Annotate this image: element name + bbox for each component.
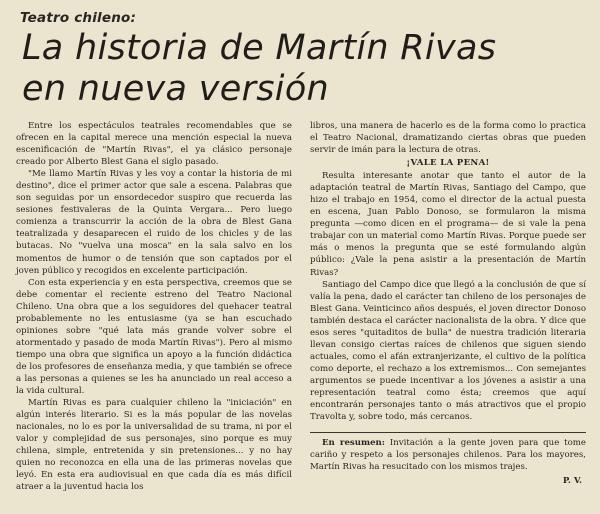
paragraph: Martín Rivas es para cualquier chileno la "iniciación" en algún interés literario. Si es la más popular de las novelas nacionales, no lo es por la universalidad de su trama, ni por el valor y complejidad de sus personajes, sino porque es muy chilena, simple, entretenida y sin pretensiones... y no hay quien no reconozca en ella una de las primeras novelas que leyó. En esta era audiovisual en que cada día es más difícil atraer a la juventud hacia los xyxy=(16,398,292,493)
headline-line-1: La historia de Martín Rivas xyxy=(22,28,497,68)
headline xyxy=(22,28,586,110)
headline-line-2: en nueva versión xyxy=(22,69,330,109)
summary-paragraph xyxy=(310,437,586,473)
article-columns xyxy=(16,120,586,493)
summary-box xyxy=(310,437,586,473)
summary-label: En resumen: xyxy=(322,438,385,449)
paragraph-continued: libros, una manera de hacerlo es de la forma como lo practica el Teatro Nacional, dramatizando ciertas obras que pueden servir de imán para la lectura de otras. xyxy=(310,121,586,156)
section-subhead: ¡VALE LA PENA! xyxy=(406,158,490,169)
paragraph: Entre los espectáculos teatrales recomendables que se ofrecen en la capital merece una mención especial la nueva escenificación de "Martín Rivas", el ya clásico personaje creado por Alberto Blest Gana el siglo pasado. xyxy=(16,121,292,168)
paragraph: Con esta experiencia y en esta perspectiva, creemos que se debe comentar el reciente estreno del Teatro Nacional Chileno. Una obra que a los seguidores del quehacer teatral probablemente no les entusiasme (ya se han escuchado opiniones sobre "qué lata más grande volver sobre el atormentado y pasado de moda Martín Rivas"). Pero al mismo tiempo una obra que significa un apoyo a la función didáctica de los profesores de enseñanza media, y que también se ofrece a las personas a quienes se les ha anunciado un real acceso a la vida cultural. xyxy=(16,277,292,397)
right-column xyxy=(310,120,586,493)
paragraph: Santiago del Campo dice que llegó a la conclusión de que sí valía la pena, dado el carácter tan chileno de los personajes de Blest Gana. Veinticinco años después, el joven director Donoso también destaca el carácter nacionalista de la obra. Y dice que esos seres "quitaditos de bulla" de nuestra tradición literaria llevan consigo ciertas raíces de chilenos que siguen siendo actuales, como el afán extranjerizante, el cultivo de la política como deporte, el rechazo a los extremismos... Con semejantes argumentos se puede incentivar a los jóvenes a asistir a una representación teatral como ésta; creemos que aquí encontrarán personajes tanto o más atractivos que el propio Travolta y, sobre todo, más cercanos. xyxy=(310,279,586,423)
author-signature: P. V. xyxy=(562,476,582,487)
summary-text: Invitación a la gente joven para que tome cariño y respeto a los personajes chilenos. Para los mayores, Martín Rivas ha resucitado con los mismos trajes. xyxy=(310,438,587,473)
paragraph: Resulta interesante anotar que tanto el autor de la adaptación teatral de Martín Rivas, Santiago del Campo, que hizo el trabajo en 1954, como el director de la actual puesta en escena, Juan Pablo Donoso, se formularon la misma pregunta —como dicen en el programa— de si vale la pena trabajar con un material como Martín Rivas. Porque puede ser más o menos la pregunta que se esté formulando algún público: ¿Vale la pena asistir a la presentación de Martín Rivas? xyxy=(310,171,586,278)
left-column xyxy=(16,120,292,493)
paragraph: "Me llamo Martín Rivas y les voy a contar la historia de mi destino", dice el primer actor que sale a escena. Palabras que son seguidas por un ensordecedor suspiro que recuerda las sesiones festivaleras de la Quinta Vergara... Pero luego comienza a transcurrir la acción de la obra de Blest Gana teatralizada y desaparecen el ruido de los chicles y de las butacas. No "vuelva una mosca" en la sala salvo en los momentos de humor o de tensión que son captados por el joven público y recogidos en excelente participación. xyxy=(16,169,292,276)
summary-divider xyxy=(310,432,586,433)
kicker: Teatro chileno: xyxy=(20,10,137,26)
